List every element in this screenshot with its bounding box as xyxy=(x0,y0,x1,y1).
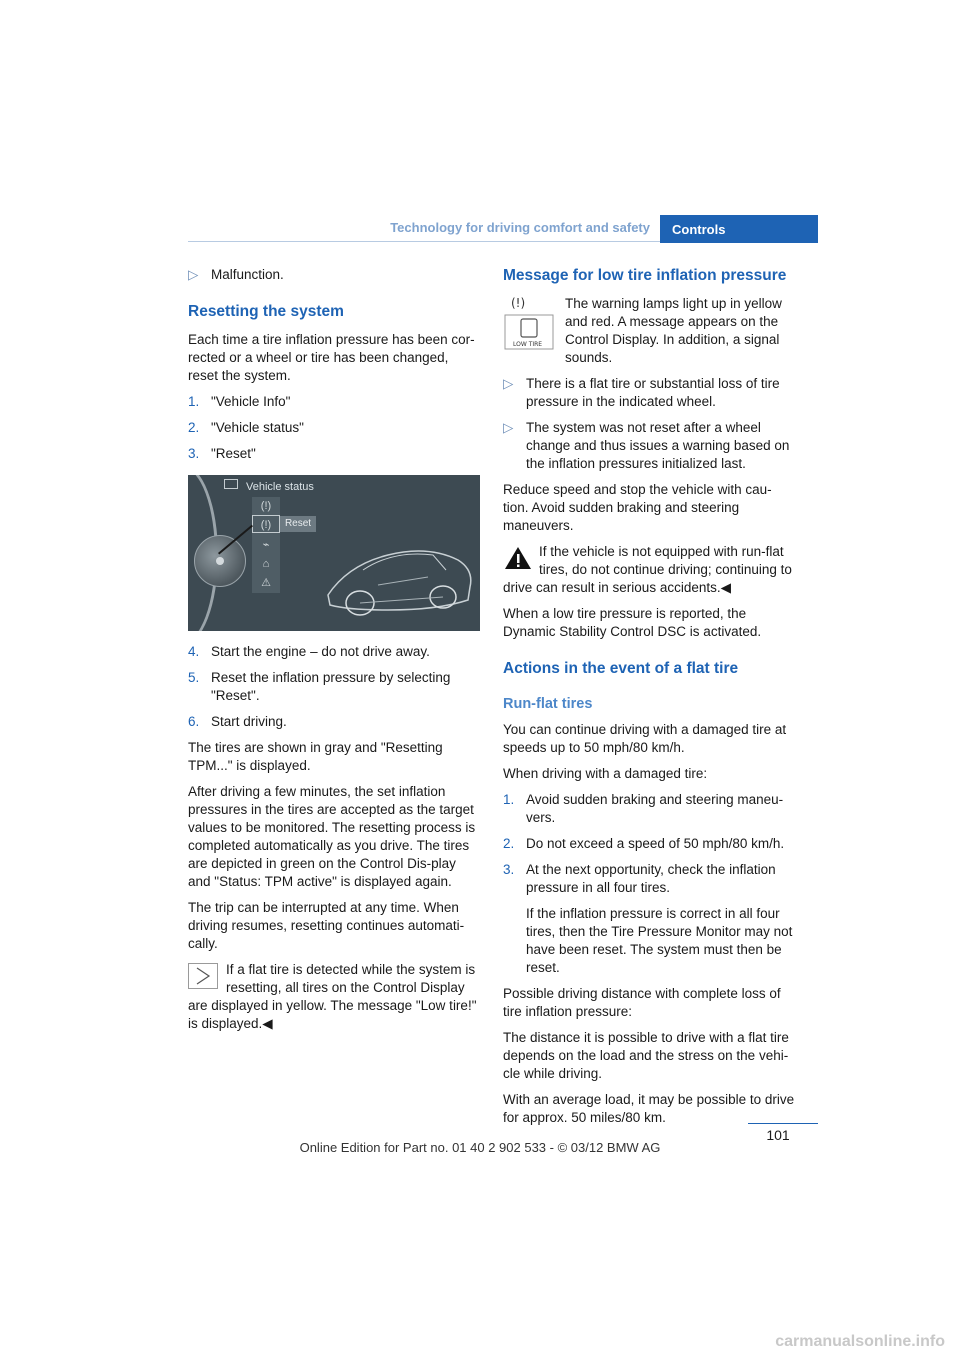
running-header-section: Technology for driving comfort and safety xyxy=(390,220,650,235)
paragraph-average: With an average load, it may be possible to drive for approx. 50 miles/80 km. xyxy=(503,1092,795,1125)
tire-pressure-icon: (!) xyxy=(260,500,272,512)
bullet-text: Malfunction. xyxy=(211,267,284,282)
step-text: Reset the inflation pressure by selecting "Reset". xyxy=(211,670,451,703)
bullet-marker: ▷ xyxy=(503,420,514,435)
paragraph-after: After driving a few minutes, the set inflation pressures in the tires are accepted as the target values to be monitored. The resetting process is completed automatically as you drive. The tires are depicted in green on the Control Dis-play and "Status: TPM active" is displayed again. xyxy=(188,784,476,889)
car-illustration xyxy=(318,515,478,625)
step-item xyxy=(188,445,480,463)
bullet-text: There is a flat tire or substantial loss of tire pressure in the indicated wheel. xyxy=(526,376,780,409)
tire-pressure-icon: (!) xyxy=(260,519,272,531)
controller-knob-icon xyxy=(194,535,246,587)
paragraph-lamps xyxy=(503,295,795,367)
paragraph-gray: The tires are shown in gray and "Resetting TPM..." is displayed. xyxy=(188,740,443,773)
paragraph-distance: The distance it is possible to drive with a flat tire depends on the load and the stress on the vehi-cle while driving. xyxy=(503,1030,789,1081)
screen-reset-label: Reset xyxy=(280,516,316,532)
step-text: Start driving. xyxy=(211,714,287,729)
step-number: 3. xyxy=(188,446,200,461)
paragraph-reduce-speed: Reduce speed and stop the vehicle with cau-tion. Avoid sudden braking and steering maneuvers. xyxy=(503,482,772,533)
paragraph-possible: Possible driving distance with complete loss of tire inflation pressure: xyxy=(503,986,781,1019)
paragraph-when: When driving with a damaged tire: xyxy=(503,766,708,781)
svg-text:(!): (!) xyxy=(511,296,526,310)
low-tire-label: LOW TIRE xyxy=(513,341,543,348)
step-item xyxy=(503,791,795,827)
note-text: If a flat tire is detected while the system is resetting, all tires on the Control Display are displayed in yellow. The message "Low tire!" is displayed.◀ xyxy=(188,962,477,1031)
bullet-marker: ▷ xyxy=(188,267,199,282)
bullet-item xyxy=(188,266,480,284)
paragraph-if-correct: If the inflation pressure is correct in all four tires, then the Tire Pressure Monitor may not have been reset. The system must then be reset. xyxy=(526,906,793,975)
controller-center xyxy=(216,557,224,565)
step-number: 3. xyxy=(503,862,515,877)
step-item xyxy=(503,835,795,853)
paragraph-dsc: When a low tire pressure is reported, the Dynamic Stability Control DSC is activated. xyxy=(503,606,762,639)
step-item xyxy=(503,861,795,897)
step-text: "Reset" xyxy=(211,446,256,461)
step-number: 2. xyxy=(503,836,515,851)
step-text: Avoid sudden braking and steering maneu-vers. xyxy=(526,792,784,825)
step-text: "Vehicle Info" xyxy=(211,394,291,409)
warning-triangle-icon xyxy=(503,545,533,576)
heading-flat-tire-actions: Actions in the event of a flat tire xyxy=(503,660,739,677)
bullet-marker: ▷ xyxy=(503,376,514,391)
bullet-text: The system was not reset after a wheel change and thus issues a warning based on the inflation pressures initialized last. xyxy=(526,420,790,471)
step-item xyxy=(188,393,480,411)
low-tire-icon xyxy=(503,295,555,351)
paragraph-trip: The trip can be interrupted at any time. When driving resumes, resetting continues automati-cally. xyxy=(188,900,465,951)
warning-icon: ⚠ xyxy=(261,577,271,589)
right-column xyxy=(503,266,795,1135)
oil-can-icon: ⌁ xyxy=(262,539,270,551)
step-item xyxy=(188,669,480,705)
step-text: Start the engine – do not drive away. xyxy=(211,644,430,659)
paragraph-continue: You can continue driving with a damaged tire at speeds up to 50 mph/80 km/h. xyxy=(503,722,787,755)
warning-run-flat xyxy=(503,543,795,597)
watermark: carmanualsonline.info xyxy=(775,1333,945,1350)
car-icon: ⌂ xyxy=(262,558,270,570)
selected-menu-item xyxy=(252,515,280,533)
step-number: 1. xyxy=(188,394,200,409)
step-item xyxy=(188,713,480,731)
heading-low-tire-message: Message for low tire inflation pressure xyxy=(503,267,787,284)
step-number: 1. xyxy=(503,792,515,807)
lamps-text: The warning lamps light up in yellow and red. A message appears on the Control Display. In addition, a signal sounds. xyxy=(565,296,782,365)
step-number: 5. xyxy=(188,670,200,685)
paragraph-reset-intro: Each time a tire inflation pressure has been cor-rected or a wheel or tire has been changed, reset the system. xyxy=(188,332,475,383)
step-item xyxy=(188,643,480,661)
heading-resetting-the-system: Resetting the system xyxy=(188,303,344,320)
heading-run-flat-tires: Run-flat tires xyxy=(503,696,593,712)
step-text: "Vehicle status" xyxy=(211,420,304,435)
footer-rule xyxy=(748,1123,818,1124)
page-number: 101 xyxy=(766,1127,790,1143)
step-text: At the next opportunity, check the inflation pressure in all four tires. xyxy=(526,862,776,895)
edition-line: Online Edition for Part no. 01 40 2 902 533 - © 03/12 BMW AG xyxy=(299,1140,661,1155)
screen-title: Vehicle status xyxy=(246,481,314,493)
note-flat-tire xyxy=(188,961,480,1033)
step-number: 6. xyxy=(188,714,200,729)
step-item xyxy=(188,419,480,437)
vehicle-status-screen-image xyxy=(188,475,480,631)
menu-icon xyxy=(224,479,238,489)
left-column xyxy=(188,266,480,1041)
header-rule xyxy=(188,241,660,242)
step-text: Do not exceed a speed of 50 mph/80 km/h. xyxy=(526,836,785,851)
bullet-item xyxy=(503,375,795,411)
step-number: 2. xyxy=(188,420,200,435)
bullet-item xyxy=(503,419,795,473)
step-number: 4. xyxy=(188,644,200,659)
note-arrow-icon xyxy=(188,963,218,989)
running-header-tab: Controls xyxy=(660,215,818,243)
warning-text: If the vehicle is not equipped with run-flat tires, do not continue driving; continuing to drive can result in serious accidents.◀ xyxy=(503,544,792,595)
screen-menu-column xyxy=(252,497,280,593)
